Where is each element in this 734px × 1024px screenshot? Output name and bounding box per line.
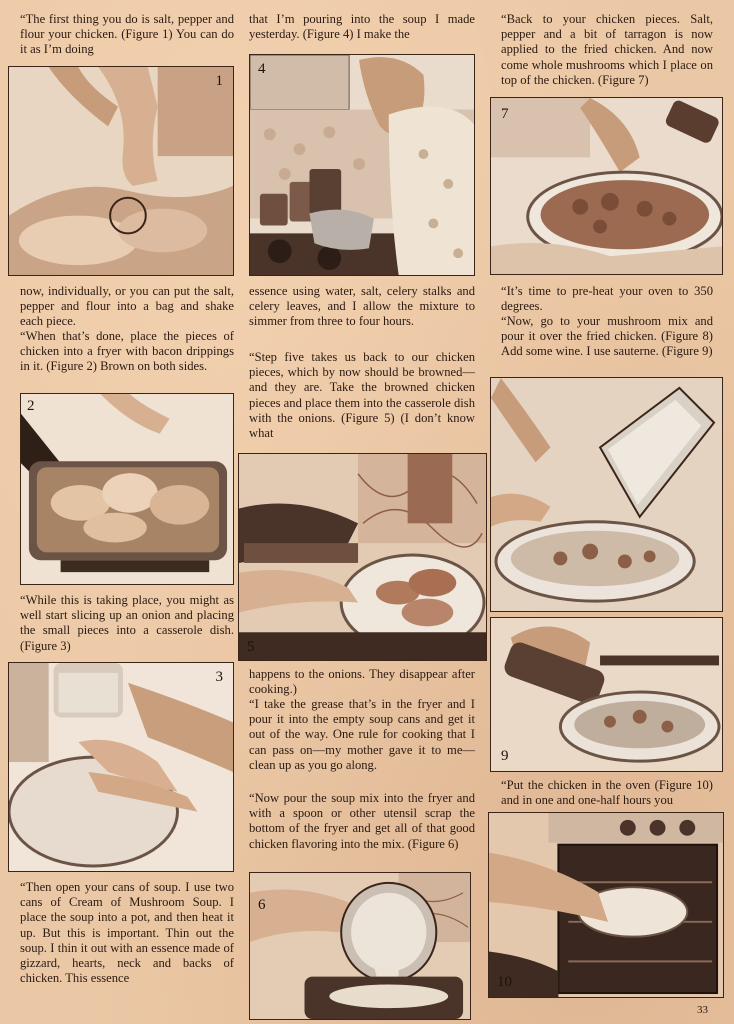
figure-3-photo xyxy=(8,662,234,872)
figure-9-illustration xyxy=(491,618,722,771)
page-number: 33 xyxy=(697,1004,708,1016)
figure-7-label: 7 xyxy=(501,106,509,122)
paragraph-soup-mix: “Now pour the soup mix into the fryer and with a spoon or other utensil scrap the bottom of the fryer and get all of that good chicken flavoring into the mix. (Figure 6) xyxy=(249,791,475,851)
figure-4-photo xyxy=(249,54,475,276)
figure-6-illustration xyxy=(250,873,470,1019)
paragraph-mushroom-mix: “Now, go to your mushroom mix and pour it over the fried chicken. (Figure 8) Add some wine. I use sauterne. (Figure 9) xyxy=(501,314,713,359)
paragraph-onions-disappear: happens to the onions. They disappear after cooking.) xyxy=(249,667,475,697)
paragraph-grease: “I take the grease that’s in the fryer and I pour it into the empty soup cans and get it out of the way. One rule for cooking that I can pass on—my mother gave it to me—clean up as you go along. xyxy=(249,697,475,772)
figure-2-illustration xyxy=(21,394,233,584)
paragraph-preheat: “It’s time to pre-heat your oven to 350 degrees. xyxy=(501,284,713,314)
figure-1-photo xyxy=(8,66,234,276)
figure-6-label: 6 xyxy=(258,897,266,913)
figure-2-label: 2 xyxy=(27,398,35,414)
figure-3-label: 3 xyxy=(215,669,223,685)
paragraph-salt-pepper: “The first thing you do is salt, pepper and flour your chicken. (Figure 1) You can do it as I’m doing xyxy=(20,12,234,57)
figure-9-photo xyxy=(490,617,723,772)
figure-3-illustration xyxy=(9,663,233,871)
figure-4-label: 4 xyxy=(258,61,266,77)
paragraph-onion: “While this is taking place, you might as well start slicing up an onion and placing the small pieces into a casserole dish. (Figure 3) xyxy=(20,593,234,653)
figure-9-label: 9 xyxy=(501,748,509,764)
figure-5-photo xyxy=(238,453,487,661)
paragraph-essence-pour: that I’m pouring into the soup I made yesterday. (Figure 4) I make the xyxy=(249,12,475,42)
figure-5-label: 5 xyxy=(247,639,255,655)
paragraph-oven: “Put the chicken in the oven (Figure 10) and in one and one-half hours you xyxy=(501,778,713,808)
figure-7-photo xyxy=(490,97,723,275)
figure-5-illustration xyxy=(239,454,486,660)
figure-6-photo xyxy=(249,872,471,1020)
paragraph-mushrooms: “Back to your chicken pieces. Salt, pepper and a bit of tarragon is now applied to the fried chicken. And now come whole mushrooms which I place on top of the chicken. (Figure 7) xyxy=(501,12,713,87)
paragraph-soup: “Then open your cans of soup. I use two cans of Cream of Mushroom Soup. I place the soup into a pot, and then heat it up. But this is important. Thin out the soup. I thin it out with an essence made of gizzard, hearts, neck and backs of chicken. This essence xyxy=(20,880,234,986)
figure-10-label: 10 xyxy=(497,974,512,990)
paragraph-essence-method: essence using water, salt, celery stalks and celery leaves, and I allow the mixture to simmer from three to four hours. xyxy=(249,284,475,329)
figure-7-illustration xyxy=(491,98,722,274)
figure-1-label: 1 xyxy=(215,73,223,89)
paragraph-individually: now, individually, or you can put the salt, pepper and flour into a bag and shake each piece. xyxy=(20,284,234,329)
figure-8-photo xyxy=(490,377,723,612)
figure-1-illustration xyxy=(9,67,233,275)
figure-4-illustration xyxy=(250,55,474,275)
paragraph-fryer: “When that’s done, place the pieces of chicken into a fryer with bacon drippings in it. (Figure 2) Brown on both sides. xyxy=(20,329,234,374)
figure-2-photo xyxy=(20,393,234,585)
figure-10-illustration xyxy=(489,813,723,997)
paragraph-step-five: “Step five takes us back to our chicken pieces, which by now should be browned—and they are. Take the browned chicken pieces and place them into the casserole dish with the onions. (Figure 5) (I don’t know what xyxy=(249,350,475,441)
figure-10-photo xyxy=(488,812,724,998)
figure-8-illustration xyxy=(491,378,722,611)
